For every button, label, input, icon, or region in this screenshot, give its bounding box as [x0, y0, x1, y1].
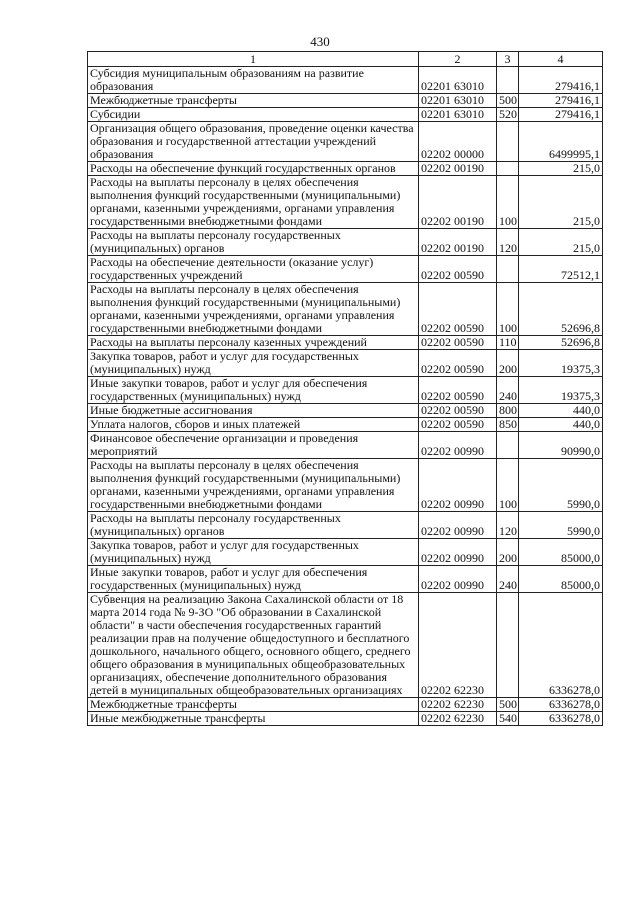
row-code-cell: 02202 00190 [419, 162, 497, 176]
table-row [88, 512, 603, 539]
row-name-cell: Расходы на обеспечение деятельности (оказание услуг) государственных учреждений [88, 256, 419, 283]
table-row [88, 108, 603, 122]
row-sum-cell: 440,0 [519, 404, 603, 418]
row-sum-cell: 19375,3 [519, 377, 603, 404]
row-name-cell: Субсидии [88, 108, 419, 122]
row-code-cell: 02202 00990 [419, 512, 497, 539]
row-sum-cell: 85000,0 [519, 539, 603, 566]
row-name-cell: Организация общего образования, проведение оценки качества образования и государственной аттестации учреждений образования [88, 122, 419, 162]
budget-table [87, 51, 603, 726]
row-name-cell: Иные межбюджетные трансферты [88, 712, 419, 726]
row-code-cell: 02202 00990 [419, 539, 497, 566]
table-row [88, 176, 603, 229]
column-header-code: 2 [419, 52, 497, 67]
row-name-cell: Иные закупки товаров, работ и услуг для обеспечения государственных (муниципальных) нужд [88, 566, 419, 593]
row-sum-cell: 215,0 [519, 162, 603, 176]
table-row [88, 283, 603, 336]
row-vr-cell: 800 [497, 404, 519, 418]
row-code-cell: 02202 00000 [419, 122, 497, 162]
row-code-cell: 02202 00590 [419, 404, 497, 418]
row-name-cell: Уплата налогов, сборов и иных платежей [88, 418, 419, 432]
table-row [88, 67, 603, 94]
row-sum-cell: 5990,0 [519, 459, 603, 512]
row-name-cell: Финансовое обеспечение организации и проведения мероприятий [88, 432, 419, 459]
row-vr-cell: 200 [497, 539, 519, 566]
table-row [88, 122, 603, 162]
row-vr-cell: 120 [497, 229, 519, 256]
row-name-cell: Межбюджетные трансферты [88, 698, 419, 712]
row-vr-cell: 100 [497, 283, 519, 336]
table-row [88, 698, 603, 712]
row-sum-cell: 6499995,1 [519, 122, 603, 162]
row-code-cell: 02201 63010 [419, 94, 497, 108]
row-code-cell: 02202 00990 [419, 432, 497, 459]
row-sum-cell: 279416,1 [519, 108, 603, 122]
table-row [88, 418, 603, 432]
row-sum-cell: 279416,1 [519, 94, 603, 108]
row-vr-cell: 850 [497, 418, 519, 432]
row-code-cell: 02202 00590 [419, 283, 497, 336]
table-row [88, 94, 603, 108]
row-code-cell: 02202 00590 [419, 350, 497, 377]
row-name-cell: Расходы на выплаты персоналу в целях обеспечения выполнения функций государственными (муниципальными) органами, казенными учреждениями, органами управления государственными внебюджетными фондами [88, 459, 419, 512]
column-header-name: 1 [88, 52, 419, 67]
column-header-vr: 3 [497, 52, 519, 67]
row-vr-cell [497, 432, 519, 459]
row-vr-cell: 120 [497, 512, 519, 539]
table-row [88, 432, 603, 459]
column-header-sum: 4 [519, 52, 603, 67]
row-sum-cell: 6336278,0 [519, 698, 603, 712]
row-name-cell: Субсидия муниципальным образованиям на развитие образования [88, 67, 419, 94]
table-row [88, 377, 603, 404]
row-name-cell: Закупка товаров, работ и услуг для государственных (муниципальных) нужд [88, 539, 419, 566]
row-sum-cell: 90990,0 [519, 432, 603, 459]
row-code-cell: 02202 00190 [419, 229, 497, 256]
table-row [88, 336, 603, 350]
row-vr-cell [497, 256, 519, 283]
row-sum-cell: 19375,3 [519, 350, 603, 377]
row-code-cell: 02202 62230 [419, 712, 497, 726]
page-number: 430 [310, 34, 330, 49]
row-sum-cell: 5990,0 [519, 512, 603, 539]
row-vr-cell: 500 [497, 698, 519, 712]
row-code-cell: 02202 00590 [419, 336, 497, 350]
table-body [88, 67, 603, 726]
row-vr-cell: 540 [497, 712, 519, 726]
table-row [88, 350, 603, 377]
row-vr-cell: 500 [497, 94, 519, 108]
row-code-cell: 02202 00190 [419, 176, 497, 229]
row-sum-cell: 72512,1 [519, 256, 603, 283]
table-row [88, 162, 603, 176]
row-vr-cell: 100 [497, 459, 519, 512]
row-code-cell: 02202 00590 [419, 377, 497, 404]
table-row [88, 229, 603, 256]
row-vr-cell: 520 [497, 108, 519, 122]
row-vr-cell: 100 [497, 176, 519, 229]
row-vr-cell: 240 [497, 377, 519, 404]
table-row [88, 404, 603, 418]
row-vr-cell: 240 [497, 566, 519, 593]
row-name-cell: Субвенция на реализацию Закона Сахалинской области от 18 марта 2014 года № 9-ЗО "Об образовании в Сахалинской области" в части обеспечения государственных гарантий реализации прав на получение общедоступного и бесплатного дошкольного, начального общего, основного общего, среднего общего образования в муниципальных общеобразовательных организациях, обеспечение дополнительного образования детей в муниципальных общеобразовательных организациях [88, 593, 419, 698]
row-vr-cell [497, 67, 519, 94]
row-vr-cell [497, 162, 519, 176]
row-vr-cell: 110 [497, 336, 519, 350]
table-row [88, 593, 603, 698]
row-code-cell: 02202 62230 [419, 698, 497, 712]
row-vr-cell [497, 122, 519, 162]
table-row [88, 712, 603, 726]
table-row [88, 459, 603, 512]
row-sum-cell: 6336278,0 [519, 712, 603, 726]
row-vr-cell: 200 [497, 350, 519, 377]
row-name-cell: Межбюджетные трансферты [88, 94, 419, 108]
row-sum-cell: 85000,0 [519, 566, 603, 593]
row-name-cell: Расходы на обеспечение функций государственных органов [88, 162, 419, 176]
row-name-cell: Закупка товаров, работ и услуг для государственных (муниципальных) нужд [88, 350, 419, 377]
row-code-cell: 02202 00990 [419, 566, 497, 593]
row-code-cell: 02202 62230 [419, 593, 497, 698]
row-sum-cell: 279416,1 [519, 67, 603, 94]
row-code-cell: 02202 00990 [419, 459, 497, 512]
row-name-cell: Иные закупки товаров, работ и услуг для обеспечения государственных (муниципальных) нужд [88, 377, 419, 404]
row-name-cell: Расходы на выплаты персоналу государственных (муниципальных) органов [88, 512, 419, 539]
row-name-cell: Расходы на выплаты персоналу в целях обеспечения выполнения функций государственными (муниципальными) органами, казенными учреждениями, органами управления государственными внебюджетными фондами [88, 176, 419, 229]
row-sum-cell: 215,0 [519, 229, 603, 256]
row-code-cell: 02202 00590 [419, 256, 497, 283]
row-sum-cell: 52696,8 [519, 336, 603, 350]
row-code-cell: 02201 63010 [419, 108, 497, 122]
row-code-cell: 02202 00590 [419, 418, 497, 432]
row-sum-cell: 440,0 [519, 418, 603, 432]
row-name-cell: Расходы на выплаты персоналу государственных (муниципальных) органов [88, 229, 419, 256]
row-code-cell: 02201 63010 [419, 67, 497, 94]
row-sum-cell: 215,0 [519, 176, 603, 229]
row-sum-cell: 52696,8 [519, 283, 603, 336]
row-sum-cell: 6336278,0 [519, 593, 603, 698]
row-name-cell: Расходы на выплаты персоналу казенных учреждений [88, 336, 419, 350]
row-name-cell: Иные бюджетные ассигнования [88, 404, 419, 418]
table-row [88, 539, 603, 566]
row-name-cell: Расходы на выплаты персоналу в целях обеспечения выполнения функций государственными (муниципальными) органами, казенными учреждениями, органами управления государственными внебюджетными фондами [88, 283, 419, 336]
table-row [88, 566, 603, 593]
table-row [88, 256, 603, 283]
row-vr-cell [497, 593, 519, 698]
table-header-row [88, 52, 603, 67]
